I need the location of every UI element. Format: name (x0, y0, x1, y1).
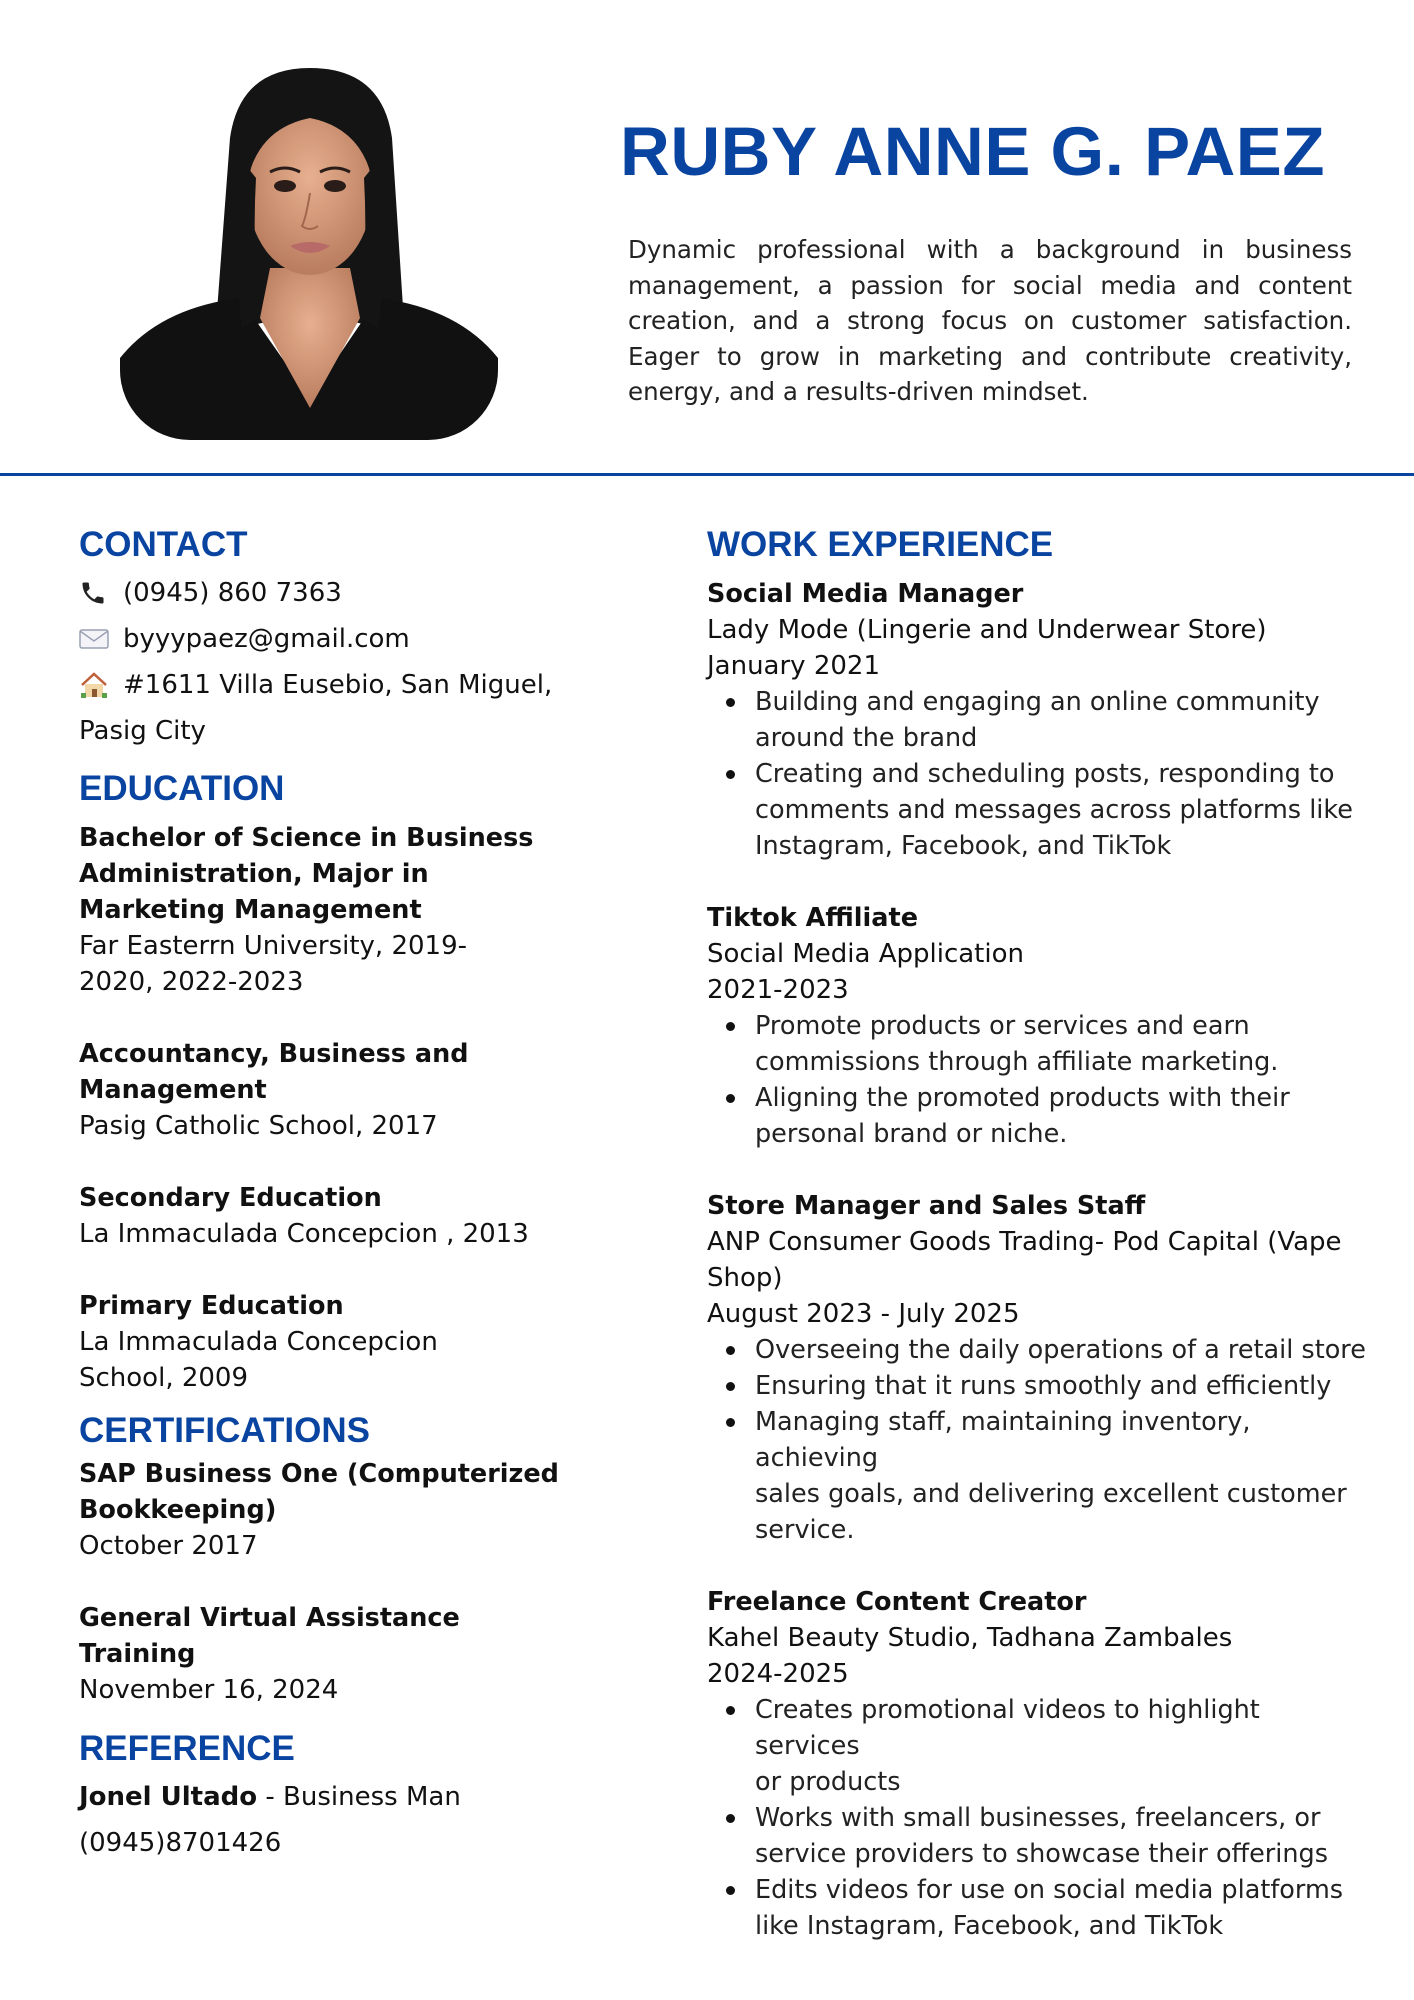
spacer (79, 1144, 579, 1180)
phone-icon (79, 579, 123, 607)
job-date: August 2023 - July 2025 (707, 1299, 1020, 1329)
job-bullet-line: Aligning the promoted products with their (755, 1083, 1290, 1113)
job-bullet (755, 1692, 1367, 1800)
job-company: ANP Consumer Goods Trading- Pod Capital (Vape (707, 1227, 1342, 1257)
education-degree: Accountancy, Business and (79, 1039, 469, 1069)
certification-name: General Virtual Assistance (79, 1603, 460, 1633)
job-bullet (755, 1008, 1367, 1080)
job-bullet-line: Creates promotional videos to highlight services (755, 1695, 1260, 1761)
job-bullets (707, 1332, 1367, 1548)
phone-number[interactable]: (0945) 860 7363 (123, 578, 342, 608)
job-company: Shop) (707, 1263, 783, 1293)
job-bullet (755, 1332, 1367, 1368)
education-degree: Bachelor of Science in Business (79, 823, 534, 853)
job-bullet (755, 684, 1367, 756)
portrait-illustration (120, 68, 498, 440)
work-experience-list (707, 576, 1367, 1944)
education-details: Pasig Catholic School, 2017 (79, 1111, 438, 1141)
education-entry (79, 1180, 579, 1252)
contact-email (79, 616, 579, 662)
job-bullet (755, 1404, 1367, 1548)
job-company: Lady Mode (Lingerie and Underwear Store) (707, 615, 1267, 645)
job-title: Social Media Manager (707, 579, 1024, 609)
education-details: La Immaculada Concepcion , 2013 (79, 1219, 529, 1249)
job-bullet-line: commissions through affiliate marketing. (755, 1047, 1279, 1077)
job-bullet-line: Managing staff, maintaining inventory, achieving (755, 1407, 1251, 1473)
education-details: 2020, 2022-2023 (79, 967, 304, 997)
job-date: 2024-2025 (707, 1659, 849, 1689)
certification-entry (79, 1456, 579, 1564)
job-bullet-line: Promote products or services and earn (755, 1011, 1250, 1041)
education-degree: Administration, Major in (79, 859, 429, 889)
education-details: La Immaculada Concepcion (79, 1327, 438, 1357)
reference-role: - Business Man (257, 1782, 461, 1812)
job-bullet-line: sales goals, and delivering excellent customer (755, 1479, 1347, 1509)
job-entry (707, 576, 1367, 864)
education-entry (79, 1288, 579, 1396)
certification-entry (79, 1600, 579, 1708)
job-bullet-line: service providers to showcase their offerings (755, 1839, 1329, 1869)
job-bullet-line: Ensuring that it runs smoothly and efficiently (755, 1371, 1332, 1401)
education-degree: Secondary Education (79, 1183, 382, 1213)
job-bullet-line: Edits videos for use on social media platforms (755, 1875, 1344, 1905)
education-degree: Primary Education (79, 1291, 344, 1321)
spacer (79, 1252, 579, 1288)
education-entry (79, 1036, 579, 1144)
certifications-list (79, 1456, 579, 1708)
left-column (79, 520, 579, 1866)
job-bullet (755, 1872, 1367, 1944)
certification-name: Bookkeeping) (79, 1495, 277, 1525)
envelope-icon (79, 628, 123, 650)
job-bullet-line: Works with small businesses, freelancers, or (755, 1803, 1321, 1833)
reference-phone: (0945)8701426 (79, 1828, 282, 1858)
reference-entry (79, 1774, 579, 1820)
right-column (707, 520, 1367, 1944)
spacer (79, 1000, 579, 1036)
contact-heading: CONTACT (79, 525, 248, 564)
job-date: 2021-2023 (707, 975, 849, 1005)
job-bullet-line: Instagram, Facebook, and TikTok (755, 831, 1172, 861)
job-bullet-line: Creating and scheduling posts, responding to (755, 759, 1335, 789)
contact-phone (79, 570, 579, 616)
job-bullet (755, 1080, 1367, 1152)
job-title: Tiktok Affiliate (707, 903, 918, 933)
education-degree: Marketing Management (79, 895, 422, 925)
profile-photo (120, 68, 498, 440)
job-title: Freelance Content Creator (707, 1587, 1087, 1617)
job-bullet (755, 756, 1367, 864)
reference-heading: REFERENCE (79, 1729, 295, 1768)
education-heading: EDUCATION (79, 769, 285, 808)
work-experience-heading: WORK EXPERIENCE (707, 525, 1054, 564)
job-bullets (707, 1692, 1367, 1944)
job-bullet-line: Building and engaging an online community (755, 687, 1320, 717)
education-details: Far Easterrn University, 2019- (79, 931, 467, 961)
certification-date: October 2017 (79, 1531, 258, 1561)
certifications-heading: CERTIFICATIONS (79, 1411, 371, 1450)
education-entry (79, 820, 579, 1000)
contact-address (79, 662, 579, 708)
certification-name: Training (79, 1639, 196, 1669)
job-date: January 2021 (707, 651, 880, 681)
job-title: Store Manager and Sales Staff (707, 1191, 1146, 1221)
job-bullet-line: Overseeing the daily operations of a retail store (755, 1335, 1366, 1365)
address-line-2: Pasig City (79, 716, 206, 746)
job-entry (707, 1584, 1367, 1944)
job-bullet (755, 1368, 1367, 1404)
spacer (79, 1564, 579, 1600)
job-company: Kahel Beauty Studio, Tadhana Zambales (707, 1623, 1233, 1653)
certification-name: SAP Business One (Computerized (79, 1459, 559, 1489)
spacer (707, 1548, 1367, 1584)
job-bullet-line: like Instagram, Facebook, and TikTok (755, 1911, 1224, 1941)
job-bullets (707, 684, 1367, 864)
header-divider (0, 473, 1414, 476)
certification-date: November 16, 2024 (79, 1675, 339, 1705)
spacer (707, 1152, 1367, 1188)
candidate-name: RUBY ANNE G. PAEZ (620, 113, 1325, 190)
education-list (79, 820, 579, 1396)
professional-summary: Dynamic professional with a background in business management, a passion for social media and content creation, and a strong focus on customer satisfaction. Eager to grow in marketing and contribute creativity, energy, and a results-driven mindset. (628, 235, 1352, 406)
job-bullet-line: service. (755, 1515, 855, 1545)
spacer (707, 864, 1367, 900)
job-bullet-line: personal brand or niche. (755, 1119, 1068, 1149)
reference-name: Jonel Ultado (79, 1782, 258, 1812)
job-bullet-line: around the brand (755, 723, 978, 753)
job-bullets (707, 1008, 1367, 1152)
email-address[interactable]: byyypaez@gmail.com (123, 624, 410, 654)
house-icon (79, 671, 123, 699)
job-company: Social Media Application (707, 939, 1024, 969)
job-bullet (755, 1800, 1367, 1872)
address-line-1: #1611 Villa Eusebio, San Miguel, (123, 670, 553, 700)
job-entry (707, 1188, 1367, 1548)
education-details: School, 2009 (79, 1363, 249, 1393)
education-degree: Management (79, 1075, 267, 1105)
job-entry (707, 900, 1367, 1152)
job-bullet-line: or products (755, 1767, 901, 1797)
job-bullet-line: comments and messages across platforms like (755, 795, 1353, 825)
